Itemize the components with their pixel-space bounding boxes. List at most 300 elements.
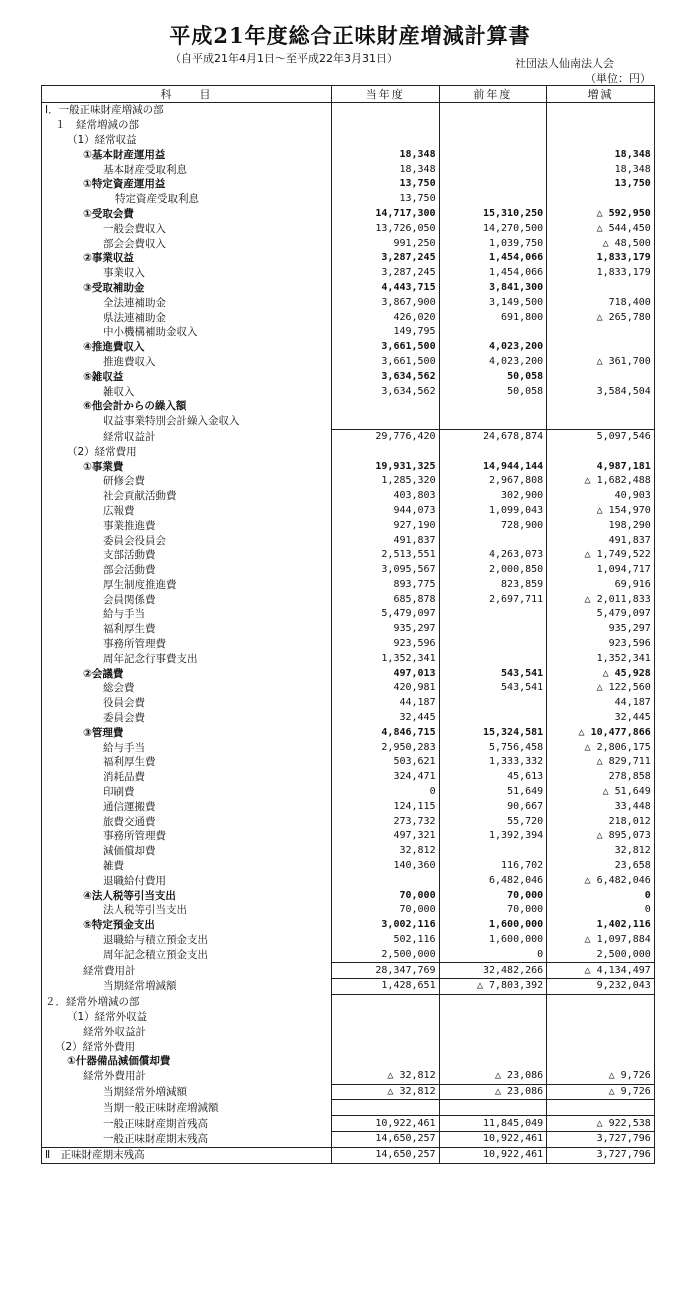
change-cell: △ 9,726 xyxy=(547,1084,655,1100)
table-row xyxy=(42,236,655,251)
change-cell: 44,187 xyxy=(547,696,655,711)
change-cell: △ 829,711 xyxy=(547,755,655,770)
account-cell: 印刷費 xyxy=(42,785,332,800)
change-cell: △ 10,477,866 xyxy=(547,725,655,740)
table-row xyxy=(42,740,655,755)
change-cell: 9,232,043 xyxy=(547,979,655,995)
account-cell: 雑収入 xyxy=(42,384,332,399)
table-row xyxy=(42,162,655,177)
change-cell: 4,987,181 xyxy=(547,459,655,474)
table-row xyxy=(42,295,655,310)
current-year-cell: 32,445 xyxy=(332,711,440,726)
account-cell: 福利厚生費 xyxy=(42,755,332,770)
previous-year-cell xyxy=(439,994,547,1009)
table-row xyxy=(42,651,655,666)
account-cell: （2）経常費用 xyxy=(42,444,332,459)
header-current-year: 当年度 xyxy=(332,86,440,103)
table-row xyxy=(42,814,655,829)
current-year-cell: 32,812 xyxy=(332,844,440,859)
previous-year-cell: △ 23,086 xyxy=(439,1069,547,1084)
current-year-cell: 14,650,257 xyxy=(332,1131,440,1147)
table-row xyxy=(42,994,655,1009)
table-row xyxy=(42,266,655,281)
account-cell: 当期経常外増減額 xyxy=(42,1084,332,1100)
change-cell xyxy=(547,994,655,1009)
previous-year-cell: 45,613 xyxy=(439,770,547,785)
previous-year-cell: 4,263,073 xyxy=(439,548,547,563)
table-row xyxy=(42,666,655,681)
previous-year-cell: 543,541 xyxy=(439,666,547,681)
current-year-cell: △ 32,812 xyxy=(332,1084,440,1100)
change-cell xyxy=(547,1054,655,1069)
current-year-cell: 14,717,300 xyxy=(332,207,440,222)
current-year-cell xyxy=(332,1024,440,1039)
account-cell: 給与手当 xyxy=(42,607,332,622)
table-row xyxy=(42,444,655,459)
current-year-cell xyxy=(332,103,440,118)
current-year-cell: 13,750 xyxy=(332,192,440,207)
account-cell: 経常費用計 xyxy=(42,963,332,979)
table-row xyxy=(42,622,655,637)
current-year-cell: 3,661,500 xyxy=(332,355,440,370)
change-cell: 935,297 xyxy=(547,622,655,637)
table-row xyxy=(42,474,655,489)
account-cell: ⑥他会計からの繰入額 xyxy=(42,399,332,414)
previous-year-cell: 10,922,461 xyxy=(439,1147,547,1163)
current-year-cell: 44,187 xyxy=(332,696,440,711)
change-cell: 1,833,179 xyxy=(547,266,655,281)
previous-year-cell xyxy=(439,711,547,726)
change-cell xyxy=(547,340,655,355)
current-year-cell: 685,878 xyxy=(332,592,440,607)
previous-year-cell xyxy=(439,325,547,340)
previous-year-cell xyxy=(439,192,547,207)
change-cell: 1,352,341 xyxy=(547,651,655,666)
previous-year-cell: 15,324,581 xyxy=(439,725,547,740)
table-row xyxy=(42,1100,655,1116)
account-cell: ①特定資産運用益 xyxy=(42,177,332,192)
change-cell: △ 9,726 xyxy=(547,1069,655,1084)
account-cell: 通信運搬費 xyxy=(42,799,332,814)
account-cell: 委員会役員会 xyxy=(42,533,332,548)
statement-table xyxy=(41,85,655,1164)
account-cell: 委員会費 xyxy=(42,711,332,726)
change-cell xyxy=(547,1024,655,1039)
account-cell: 福利厚生費 xyxy=(42,622,332,637)
previous-year-cell xyxy=(439,622,547,637)
change-cell xyxy=(547,325,655,340)
table-row xyxy=(42,103,655,118)
table-row xyxy=(42,504,655,519)
document-title: 平成21年度総合正味財産増減計算書 xyxy=(169,23,531,48)
current-year-cell: 4,846,715 xyxy=(332,725,440,740)
table-row xyxy=(42,844,655,859)
current-year-cell xyxy=(332,1039,440,1054)
change-cell: △ 6,482,046 xyxy=(547,873,655,888)
previous-year-cell: 1,333,332 xyxy=(439,755,547,770)
table-row xyxy=(42,355,655,370)
account-cell: ②事業収益 xyxy=(42,251,332,266)
table-row xyxy=(42,947,655,962)
account-cell: 当期一般正味財産増減額 xyxy=(42,1100,332,1116)
account-cell: 厚生制度推進費 xyxy=(42,578,332,593)
change-cell xyxy=(547,444,655,459)
current-year-cell xyxy=(332,1100,440,1116)
current-year-cell xyxy=(332,1010,440,1025)
table-row xyxy=(42,399,655,414)
change-cell: △ 922,538 xyxy=(547,1116,655,1132)
table-row xyxy=(42,340,655,355)
current-year-cell: 29,776,420 xyxy=(332,429,440,444)
current-year-cell xyxy=(332,414,440,429)
table-row xyxy=(42,755,655,770)
account-cell: 社会貢献活動費 xyxy=(42,489,332,504)
table-row xyxy=(42,681,655,696)
account-cell: ①受取会費 xyxy=(42,207,332,222)
account-cell: 事務所管理費 xyxy=(42,637,332,652)
change-cell: △ 544,450 xyxy=(547,221,655,236)
previous-year-cell: 1,392,394 xyxy=(439,829,547,844)
account-cell: 部会会費収入 xyxy=(42,236,332,251)
previous-year-cell: 302,900 xyxy=(439,489,547,504)
account-cell: 経常外費用計 xyxy=(42,1069,332,1084)
table-row xyxy=(42,1010,655,1025)
previous-year-cell xyxy=(439,607,547,622)
table-row xyxy=(42,1131,655,1147)
previous-year-cell: 1,454,066 xyxy=(439,266,547,281)
change-cell: △ 265,780 xyxy=(547,310,655,325)
current-year-cell xyxy=(332,118,440,133)
table-row xyxy=(42,785,655,800)
current-year-cell: 2,950,283 xyxy=(332,740,440,755)
previous-year-cell xyxy=(439,103,547,118)
current-year-cell: 19,931,325 xyxy=(332,459,440,474)
current-year-cell: 497,321 xyxy=(332,829,440,844)
change-cell: △ 2,806,175 xyxy=(547,740,655,755)
current-year-cell: 497,013 xyxy=(332,666,440,681)
current-year-cell: 3,287,245 xyxy=(332,266,440,281)
previous-year-cell: 14,270,500 xyxy=(439,221,547,236)
table-row xyxy=(42,147,655,162)
previous-year-cell: 1,099,043 xyxy=(439,504,547,519)
change-cell: 18,348 xyxy=(547,162,655,177)
current-year-cell: 5,479,097 xyxy=(332,607,440,622)
current-year-cell: 4,443,715 xyxy=(332,281,440,296)
account-cell: 雑費 xyxy=(42,859,332,874)
current-year-cell: 503,621 xyxy=(332,755,440,770)
account-cell: Ⅱ 正味財産期末残高 xyxy=(42,1147,332,1163)
previous-year-cell: 15,310,250 xyxy=(439,207,547,222)
account-cell: ④推進費収入 xyxy=(42,340,332,355)
account-cell: 一般正味財産期首残高 xyxy=(42,1116,332,1132)
current-year-cell: 70,000 xyxy=(332,903,440,918)
change-cell xyxy=(547,399,655,414)
table-row xyxy=(42,888,655,903)
previous-year-cell: △ 23,086 xyxy=(439,1084,547,1100)
previous-year-cell: 14,944,144 xyxy=(439,459,547,474)
current-year-cell: 149,795 xyxy=(332,325,440,340)
current-year-cell: 273,732 xyxy=(332,814,440,829)
current-year-cell: 3,867,900 xyxy=(332,295,440,310)
previous-year-cell: 3,841,300 xyxy=(439,281,547,296)
change-cell: △ 45,928 xyxy=(547,666,655,681)
previous-year-cell: 3,149,500 xyxy=(439,295,547,310)
account-cell: 一般会費収入 xyxy=(42,221,332,236)
account-cell: 周年記念積立預金支出 xyxy=(42,947,332,962)
table-row xyxy=(42,369,655,384)
current-year-cell xyxy=(332,1054,440,1069)
account-cell: 消耗品費 xyxy=(42,770,332,785)
current-year-cell: 3,634,562 xyxy=(332,384,440,399)
current-year-cell: 3,002,116 xyxy=(332,918,440,933)
current-year-cell: △ 32,812 xyxy=(332,1069,440,1084)
change-cell: △ 592,950 xyxy=(547,207,655,222)
table-row xyxy=(42,118,655,133)
table-row xyxy=(42,429,655,444)
account-cell: 特定資産受取利息 xyxy=(42,192,332,207)
change-cell: 5,097,546 xyxy=(547,429,655,444)
previous-year-cell xyxy=(439,844,547,859)
current-year-cell: 18,348 xyxy=(332,147,440,162)
account-cell: 全法連補助金 xyxy=(42,295,332,310)
change-cell xyxy=(547,369,655,384)
previous-year-cell xyxy=(439,1054,547,1069)
change-cell: 32,445 xyxy=(547,711,655,726)
change-cell: 1,402,116 xyxy=(547,918,655,933)
current-year-cell: 14,650,257 xyxy=(332,1147,440,1163)
account-cell: 総会費 xyxy=(42,681,332,696)
table-row xyxy=(42,281,655,296)
table-row xyxy=(42,207,655,222)
change-cell: 278,858 xyxy=(547,770,655,785)
change-cell xyxy=(547,281,655,296)
change-cell: △ 895,073 xyxy=(547,829,655,844)
previous-year-cell: 55,720 xyxy=(439,814,547,829)
change-cell: △ 1,097,884 xyxy=(547,933,655,948)
current-year-cell: 3,287,245 xyxy=(332,251,440,266)
table-row xyxy=(42,918,655,933)
table-row xyxy=(42,563,655,578)
current-year-cell: 13,726,050 xyxy=(332,221,440,236)
current-year-cell xyxy=(332,399,440,414)
account-cell: 一般正味財産期末残高 xyxy=(42,1131,332,1147)
account-cell: ③受取補助金 xyxy=(42,281,332,296)
previous-year-cell: 4,023,200 xyxy=(439,340,547,355)
current-year-cell: 2,513,551 xyxy=(332,548,440,563)
account-cell: ③管理費 xyxy=(42,725,332,740)
current-year-cell: 944,073 xyxy=(332,504,440,519)
table-row xyxy=(42,1039,655,1054)
change-cell: 198,290 xyxy=(547,518,655,533)
account-cell: 中小機構補助金収入 xyxy=(42,325,332,340)
previous-year-cell xyxy=(439,637,547,652)
table-row xyxy=(42,979,655,995)
current-year-cell: 13,750 xyxy=(332,177,440,192)
change-cell: 32,812 xyxy=(547,844,655,859)
currency-unit: （単位：円） xyxy=(585,72,651,85)
table-row xyxy=(42,133,655,148)
account-cell: 給与手当 xyxy=(42,740,332,755)
account-cell: 法人税等引当支出 xyxy=(42,903,332,918)
current-year-cell: 991,250 xyxy=(332,236,440,251)
current-year-cell xyxy=(332,133,440,148)
previous-year-cell xyxy=(439,177,547,192)
previous-year-cell: 543,541 xyxy=(439,681,547,696)
current-year-cell xyxy=(332,873,440,888)
header-account: 科 目 xyxy=(42,86,332,103)
current-year-cell: 140,360 xyxy=(332,859,440,874)
table-row xyxy=(42,177,655,192)
change-cell: △ 1,682,488 xyxy=(547,474,655,489)
account-cell: 退職給与積立預金支出 xyxy=(42,933,332,948)
previous-year-cell: 2,000,850 xyxy=(439,563,547,578)
change-cell xyxy=(547,1100,655,1116)
current-year-cell: 935,297 xyxy=(332,622,440,637)
table-row xyxy=(42,592,655,607)
current-year-cell: 0 xyxy=(332,785,440,800)
table-row xyxy=(42,963,655,979)
change-cell: △ 48,500 xyxy=(547,236,655,251)
current-year-cell xyxy=(332,994,440,1009)
account-cell: 旅費交通費 xyxy=(42,814,332,829)
change-cell: △ 122,560 xyxy=(547,681,655,696)
previous-year-cell xyxy=(439,399,547,414)
change-cell: 491,837 xyxy=(547,533,655,548)
account-cell: ①事業費 xyxy=(42,459,332,474)
header-row xyxy=(42,86,655,103)
table-row xyxy=(42,518,655,533)
table-row xyxy=(42,384,655,399)
change-cell: 718,400 xyxy=(547,295,655,310)
account-cell: 周年記念行事費支出 xyxy=(42,651,332,666)
current-year-cell xyxy=(332,444,440,459)
change-cell: 2,500,000 xyxy=(547,947,655,962)
table-row xyxy=(42,310,655,325)
table-row xyxy=(42,725,655,740)
table-row xyxy=(42,459,655,474)
table-row xyxy=(42,696,655,711)
change-cell xyxy=(547,133,655,148)
table-row xyxy=(42,770,655,785)
change-cell: △ 4,134,497 xyxy=(547,963,655,979)
current-year-cell: 1,428,651 xyxy=(332,979,440,995)
current-year-cell: 3,095,567 xyxy=(332,563,440,578)
previous-year-cell: 728,900 xyxy=(439,518,547,533)
previous-year-cell: 0 xyxy=(439,947,547,962)
change-cell: 218,012 xyxy=(547,814,655,829)
account-cell: ⑤特定預金支出 xyxy=(42,918,332,933)
change-cell: △ 1,749,522 xyxy=(547,548,655,563)
previous-year-cell xyxy=(439,651,547,666)
table-row xyxy=(42,489,655,504)
previous-year-cell xyxy=(439,162,547,177)
account-cell: 支部活動費 xyxy=(42,548,332,563)
previous-year-cell: 51,649 xyxy=(439,785,547,800)
table-row xyxy=(42,711,655,726)
account-cell: 研修会費 xyxy=(42,474,332,489)
current-year-cell: 403,803 xyxy=(332,489,440,504)
account-cell: 県法連補助金 xyxy=(42,310,332,325)
current-year-cell: 2,500,000 xyxy=(332,947,440,962)
previous-year-cell: 1,454,066 xyxy=(439,251,547,266)
account-cell: （1）経常外収益 xyxy=(42,1010,332,1025)
account-cell: 役員会費 xyxy=(42,696,332,711)
change-cell: 23,658 xyxy=(547,859,655,874)
account-cell: 基本財産受取利息 xyxy=(42,162,332,177)
table-row xyxy=(42,1147,655,1163)
table-row xyxy=(42,221,655,236)
current-year-cell: 3,661,500 xyxy=(332,340,440,355)
change-cell xyxy=(547,414,655,429)
previous-year-cell: 90,667 xyxy=(439,799,547,814)
change-cell: 13,750 xyxy=(547,177,655,192)
table-row xyxy=(42,533,655,548)
previous-year-cell: 1,600,000 xyxy=(439,918,547,933)
fiscal-period: （自平成21年4月1日～至平成22年3月31日） xyxy=(170,52,398,65)
previous-year-cell: 11,845,049 xyxy=(439,1116,547,1132)
table-row xyxy=(42,933,655,948)
account-cell: 推進費収入 xyxy=(42,355,332,370)
table-row xyxy=(42,607,655,622)
previous-year-cell: 24,678,874 xyxy=(439,429,547,444)
current-year-cell: 1,352,341 xyxy=(332,651,440,666)
current-year-cell: 3,634,562 xyxy=(332,369,440,384)
previous-year-cell: 2,697,711 xyxy=(439,592,547,607)
account-cell: ⑤雑収益 xyxy=(42,369,332,384)
previous-year-cell: 32,482,266 xyxy=(439,963,547,979)
account-cell: １ 経常増減の部 xyxy=(42,118,332,133)
current-year-cell: 28,347,769 xyxy=(332,963,440,979)
account-cell: 部会活動費 xyxy=(42,563,332,578)
change-cell: 923,596 xyxy=(547,637,655,652)
table-row xyxy=(42,859,655,874)
change-cell: 0 xyxy=(547,888,655,903)
current-year-cell: 893,775 xyxy=(332,578,440,593)
change-cell: 40,903 xyxy=(547,489,655,504)
previous-year-cell: 4,023,200 xyxy=(439,355,547,370)
account-cell: 会員関係費 xyxy=(42,592,332,607)
account-cell: 収益事業特別会計繰入金収入 xyxy=(42,414,332,429)
previous-year-cell xyxy=(439,696,547,711)
change-cell: 18,348 xyxy=(547,147,655,162)
header-change: 増減 xyxy=(547,86,655,103)
current-year-cell: 10,922,461 xyxy=(332,1116,440,1132)
change-cell: 3,727,796 xyxy=(547,1131,655,1147)
table-row xyxy=(42,548,655,563)
previous-year-cell: 1,039,750 xyxy=(439,236,547,251)
table-row xyxy=(42,1069,655,1084)
table-row xyxy=(42,1084,655,1100)
previous-year-cell: 691,800 xyxy=(439,310,547,325)
organization-name: 社団法人仙南法人会 xyxy=(515,57,614,70)
account-cell: 減価償却費 xyxy=(42,844,332,859)
table-row xyxy=(42,829,655,844)
account-cell: ２．経常外増減の部 xyxy=(42,994,332,1009)
change-cell: 5,479,097 xyxy=(547,607,655,622)
previous-year-cell xyxy=(439,444,547,459)
table-row xyxy=(42,799,655,814)
account-cell: ①基本財産運用益 xyxy=(42,147,332,162)
account-cell: ②会議費 xyxy=(42,666,332,681)
change-cell xyxy=(547,192,655,207)
previous-year-cell: 50,058 xyxy=(439,369,547,384)
previous-year-cell: 116,702 xyxy=(439,859,547,874)
previous-year-cell: 70,000 xyxy=(439,888,547,903)
change-cell: 1,833,179 xyxy=(547,251,655,266)
account-cell: 経常外収益計 xyxy=(42,1024,332,1039)
current-year-cell: 927,190 xyxy=(332,518,440,533)
change-cell: △ 361,700 xyxy=(547,355,655,370)
